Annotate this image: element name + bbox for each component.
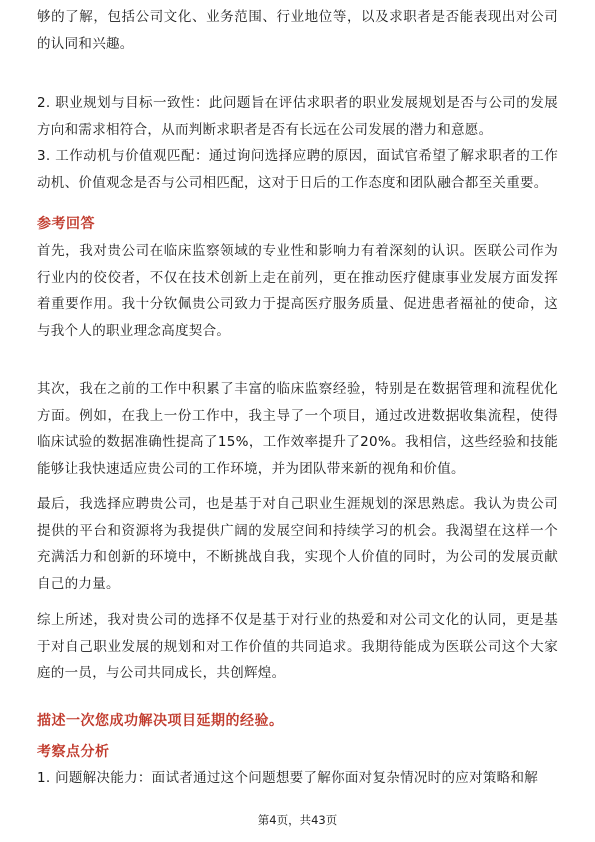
paragraph-intro-continuation: 够的了解，包括公司文化、业务范围、行业地位等，以及求职者是否能表现出对公司的认同和兴趣。 (37, 9, 558, 52)
section-heading-reference-answer: 参考回答 (37, 216, 95, 232)
paragraph-answer-last: 最后，我选择应聘贵公司，也是基于对自己职业生涯规划的深思熟虑。我认为贵公司提供的平台和资源将为我提供广阔的发展空间和持续学习的机会。我渴望在这样一个充满活力和创新的环境中，不断挑战自我，实现个人价值的同时，为公司的发展贡献自己的力量。 (37, 496, 558, 592)
question-heading: 描述一次您成功解决项目延期的经验。 (37, 713, 284, 729)
paragraph-analysis-point-1: 1. 问题解决能力：面试者通过这个问题想要了解你面对复杂情况时的应对策略和解 (37, 770, 539, 786)
section-heading-analysis: 考察点分析 (37, 744, 110, 760)
paragraph-answer-summary: 综上所述，我对贵公司的选择不仅是基于对行业的热爱和对公司文化的认同，更是基于对自己职业发展的规划和对工作价值的共同追求。我期待能成为医联公司这个大家庭的一员，与公司共同成长，共创辉煌。 (37, 612, 558, 682)
page-number: 第4页，共43页 (257, 813, 338, 827)
paragraph-answer-second: 其次，我在之前的工作中积累了丰富的临床监察经验，特别是在数据管理和流程优化方面。例如，在我上一份工作中，我主导了一个项目，通过改进数据收集流程，使得临床试验的数据准确性提高了15%，工作效率提升了20%。我相信，这些经验和技能能够让我快速适应贵公司的工作环境，并为团队带来新的视角和价值。 (37, 381, 558, 477)
paragraph-answer-first: 首先，我对贵公司在临床监察领域的专业性和影响力有着深刻的认识。医联公司作为行业内的佼佼者，不仅在技术创新上走在前列，更在推动医疗健康事业发展方面发挥着重要作用。我十分钦佩贵公司致力于提高医疗服务质量、促进患者福祉的使命，这与我个人的职业理念高度契合。 (37, 243, 558, 339)
paragraph-point-3: 3. 工作动机与价值观匹配：通过询问选择应聘的原因，面试官希望了解求职者的工作动机、价值观念是否与公司相匹配，这对于日后的工作态度和团队融合都至关重要。 (37, 148, 558, 191)
paragraph-point-2: 2. 职业规划与目标一致性：此问题旨在评估求职者的职业发展规划是否与公司的发展方向和需求相符合，从而判断求职者是否有长远在公司发展的潜力和意愿。 (37, 95, 558, 138)
